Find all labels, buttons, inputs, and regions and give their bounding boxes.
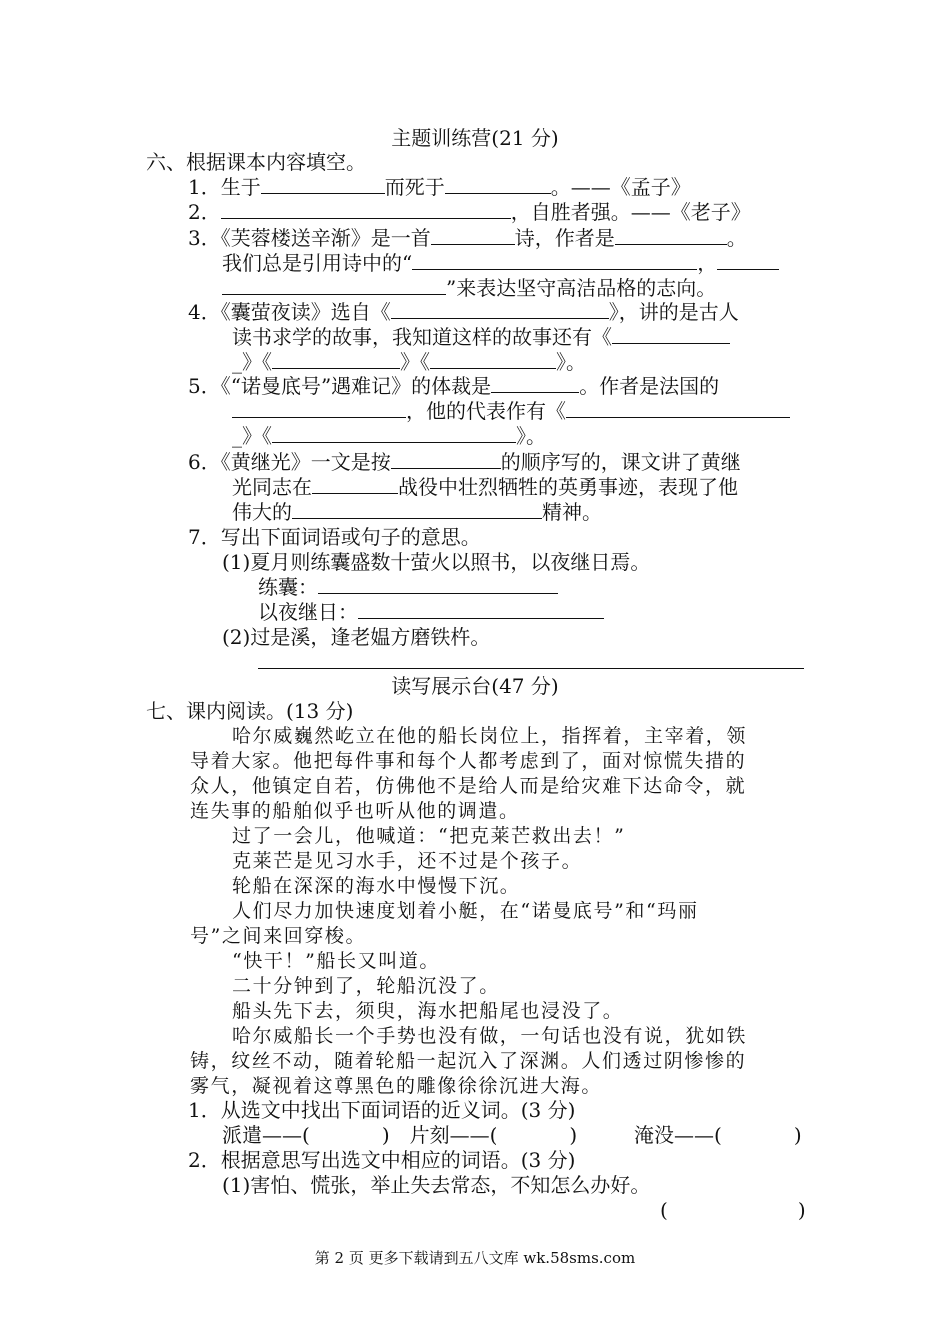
blank[interactable]	[391, 450, 501, 469]
item-number: 5．	[188, 374, 221, 398]
passage-line: 铸，纹丝不动，随着轮船一起沉入了深渊。人们透过阴惨惨的	[190, 1050, 747, 1072]
passage-line: 雾气，凝视着这尊黑色的雕像徐徐沉进大海。	[190, 1075, 603, 1097]
item-text: 从选文中找出下面词语的近义词。(3 分)	[220, 1098, 576, 1122]
item-text: )	[793, 1123, 802, 1147]
q6-item-7-answer-line	[258, 650, 804, 674]
item-text: 精神。	[542, 500, 602, 524]
item-text: 根据意思写出选文中相应的词语。(3 分)	[220, 1148, 576, 1172]
q7-sub-1	[188, 1098, 575, 1122]
q6-item-3-line-3	[222, 276, 716, 300]
item-number: 1．	[188, 175, 221, 199]
item-number: 2．	[188, 200, 221, 224]
item-text: 读书求学的故事，我知道这样的故事还有《	[232, 325, 612, 349]
passage-line: 二十分钟到了，轮船沉没了。	[232, 975, 500, 997]
q6-item-6	[188, 450, 741, 474]
item-text: 诗，作者是	[514, 226, 615, 250]
blank[interactable]	[258, 650, 804, 669]
q7-sub-1-answer-3	[634, 1123, 802, 1147]
q6-item-4	[188, 300, 739, 324]
blank[interactable]	[232, 399, 406, 418]
item-number: 6．	[188, 450, 221, 474]
item-text: 练囊：	[258, 575, 318, 599]
item-text: _》《	[232, 350, 272, 374]
q6-item-3-line-2	[222, 251, 779, 275]
item-text: 《“诺曼底号”遇难记》的体裁是	[220, 374, 492, 398]
item-number: 4．	[188, 300, 221, 324]
q7-sub-2-answer-1	[660, 1198, 806, 1222]
item-text: ”来表达坚守高洁品格的志向。	[446, 276, 717, 300]
passage-line: 船头先下去，须臾，海水把船尾也浸没了。	[232, 1000, 624, 1022]
q6-item-7-word-2	[258, 600, 604, 624]
item-text: ，自胜者强。——《老子》	[510, 200, 751, 224]
q6-item-1	[188, 175, 691, 199]
q6-item-5	[188, 374, 719, 398]
passage-line: 众人，他镇定自若，仿佛他不是给人而是给灾难下达命令，就	[190, 775, 747, 797]
item-number: 1．	[188, 1098, 221, 1122]
item-text: 我们总是引用诗中的“	[222, 251, 413, 275]
item-text: 。作者是法国的	[579, 374, 720, 398]
item-number: 2．	[188, 1148, 221, 1172]
item-text: 》《	[400, 350, 430, 374]
passage-line: 哈尔威船长一个手势也没有做，一句话也没有说，犹如铁	[232, 1025, 748, 1047]
q6-item-7-word-1	[258, 575, 558, 599]
passage-line: 哈尔威巍然屹立在他的船长岗位上，指挥着，主宰着，领	[232, 725, 748, 747]
item-text: 伟大的	[232, 500, 292, 524]
blank[interactable]	[222, 276, 446, 295]
item-text: (	[660, 1198, 668, 1222]
q6-item-7-sentence-1: (1)夏月则练囊盛数十萤火以照书，以夜继日焉。	[222, 550, 651, 574]
item-text: 以夜继日：	[258, 600, 358, 624]
item-text: 》。	[556, 350, 586, 374]
item-text: 。	[726, 226, 747, 250]
q6-item-2	[188, 200, 751, 224]
blank[interactable]	[292, 500, 542, 519]
blank[interactable]	[431, 226, 515, 245]
item-text: 派遣——(	[222, 1123, 310, 1147]
q6-item-7	[188, 525, 481, 549]
passage-line: 号”之间来回穿梭。	[190, 925, 367, 947]
passage-line: “快干！”船长又叫道。	[232, 950, 441, 972]
passage-line: 过了一会儿，他喊道：“把克莱芒救出去！”	[232, 825, 626, 847]
item-text: 》。	[516, 424, 546, 448]
blank[interactable]	[221, 200, 511, 219]
blank[interactable]	[412, 251, 697, 270]
q6-item-3	[188, 226, 747, 250]
item-text: )	[569, 1123, 578, 1147]
q7-sub-1-answers	[222, 1123, 577, 1147]
item-text: 。——《孟子》	[550, 175, 691, 199]
q6-item-5-line-3	[232, 424, 546, 448]
blank[interactable]	[272, 424, 516, 443]
item-text: ) 片刻——(	[381, 1123, 498, 1147]
q6-heading: 六、根据课本内容填空。	[146, 150, 366, 174]
blank[interactable]	[261, 175, 385, 194]
blank[interactable]	[612, 325, 730, 344]
item-text: ，	[697, 251, 718, 275]
page-footer: 第 2 页 更多下载请到五八文库 wk.58sms.com	[314, 1249, 636, 1267]
section-title-1: 主题训练营(21 分)	[391, 126, 559, 150]
blank[interactable]	[391, 300, 609, 319]
blank[interactable]	[358, 600, 604, 619]
q6-item-7-sentence-2: (2)过是溪，逢老媪方磨铁杵。	[222, 625, 491, 649]
blank[interactable]	[445, 175, 551, 194]
item-text: 写出下面词语或句子的意思。	[220, 525, 481, 549]
blank[interactable]	[312, 475, 398, 494]
q6-item-4-line-2	[232, 325, 730, 349]
item-text: 《黄继光》一文是按	[220, 450, 391, 474]
item-number: 7．	[188, 525, 221, 549]
blank[interactable]	[566, 399, 790, 418]
item-text: 生于	[220, 175, 261, 199]
passage-line: 轮船在深深的海水中慢慢下沉。	[232, 875, 521, 897]
item-text: 《芙蓉楼送辛渐》是一首	[220, 226, 431, 250]
item-text: 光同志在	[232, 475, 312, 499]
item-text: _》《	[232, 424, 272, 448]
q6-item-4-line-3	[232, 350, 586, 374]
item-number: 3．	[188, 226, 221, 250]
item-text: )	[797, 1198, 806, 1222]
item-text: 淹没——(	[634, 1123, 722, 1147]
passage-line: 克莱芒是见习水手，还不过是个孩子。	[232, 850, 583, 872]
item-text: 而死于	[384, 175, 445, 199]
q6-item-6-line-2	[232, 475, 738, 499]
blank[interactable]	[430, 350, 556, 369]
q6-item-5-line-2	[232, 399, 790, 423]
blank[interactable]	[615, 226, 727, 245]
item-text: 《囊萤夜读》选自《	[220, 300, 391, 324]
item-text: 》，讲的是古人	[608, 300, 739, 324]
item-text: 战役中壮烈牺牲的英勇事迹，表现了他	[398, 475, 738, 499]
passage-line: 连失事的船舶似乎也听从他的调遣。	[190, 800, 520, 822]
section-title-2: 读写展示台(47 分)	[391, 674, 559, 698]
blank[interactable]	[272, 350, 400, 369]
q6-item-6-line-3	[232, 500, 602, 524]
q7-sub-2-sentence-1: (1)害怕、慌张，举止失去常态，不知怎么办好。	[222, 1173, 651, 1197]
item-text: ，他的代表作有《	[406, 399, 566, 423]
passage-line: 导着大家。他把每件事和每个人都考虑到了，面对惊慌失措的	[190, 750, 747, 772]
q7-sub-2	[188, 1148, 575, 1172]
q7-heading: 七、课内阅读。(13 分)	[146, 699, 354, 723]
blank[interactable]	[491, 374, 579, 393]
blank[interactable]	[717, 251, 779, 270]
blank[interactable]	[318, 575, 558, 594]
item-text: 的顺序写的，课文讲了黄继	[500, 450, 741, 474]
passage-line: 人们尽力加快速度划着小艇，在“诺曼底号”和“玛丽	[232, 900, 699, 922]
